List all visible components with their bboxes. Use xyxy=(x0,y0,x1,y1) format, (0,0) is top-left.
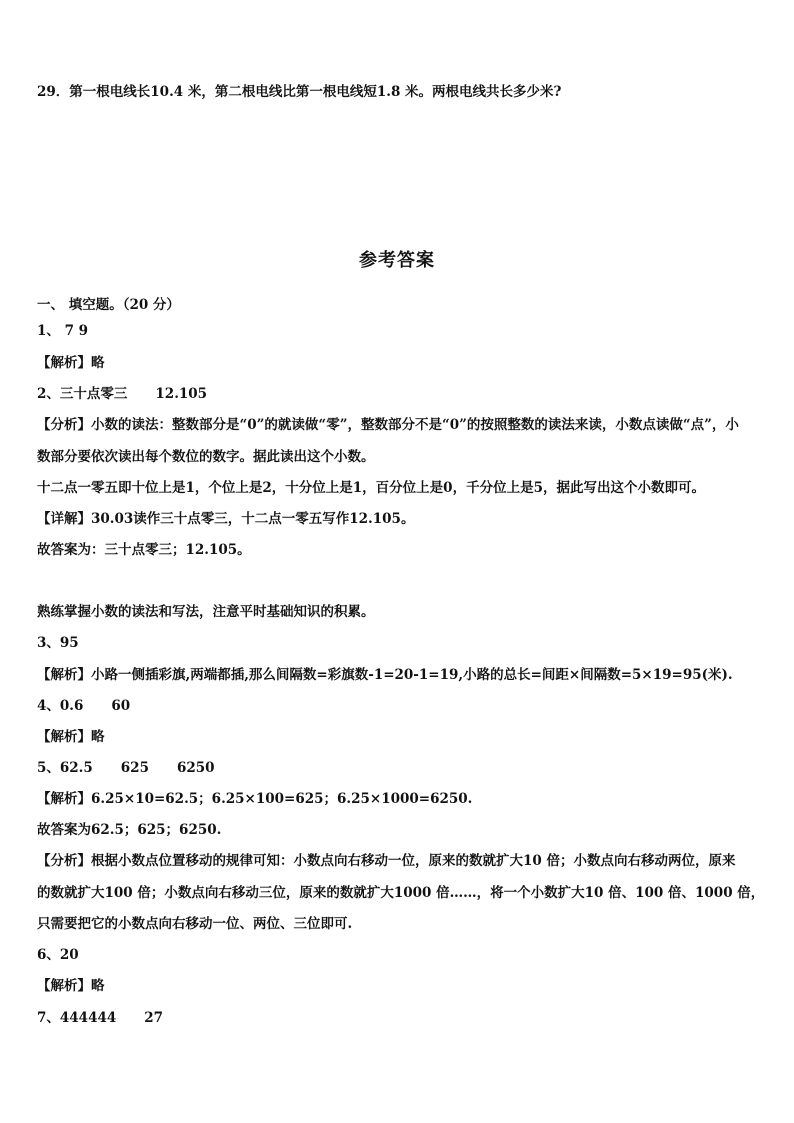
section-heading: 一、 填空题。（20 分） xyxy=(37,297,180,313)
answer-2-analysis-1: 【分析】小数的读法：整数部分是“0”的就读做“零”，整数部分不是“0”的按照整数的读法来读，小数点读做“点”，小 xyxy=(37,417,739,433)
answer-5-analysis-2: 的数就扩大100 倍；小数点向右移动三位，原来的数就扩大1000 倍……，将一个小数扩大10 倍、100 倍、1000 倍， xyxy=(37,885,765,901)
answer-2-analysis-2: 数部分要依次读出每个数位的数字。据此读出这个小数。 xyxy=(37,449,375,465)
answer-7-head: 7、444444 xyxy=(37,1010,117,1026)
question-29: 29．第一根电线长10.4 米，第二根电线比第一根电线短1.8 米。两根电线共长多少米? xyxy=(37,84,562,100)
answer-5-head: 5、62.5 xyxy=(37,760,93,776)
answer-2-analysis-3: 十二点一零五即十位上是1，个位上是2，十分位上是1，百分位上是0，千分位上是5，据此写出这个小数即可。 xyxy=(37,480,705,496)
answer-5-result: 故答案为62.5；625；6250. xyxy=(37,822,222,838)
answer-4 xyxy=(37,697,754,715)
answer-1-note: 【解析】略 xyxy=(37,355,105,371)
answer-title: 参考答案 xyxy=(359,250,435,271)
answer-2-detail: 【详解】30.03读作三十点零三，十二点一零五写作12.105。 xyxy=(37,511,415,527)
answer-5-analysis-1: 【分析】根据小数点位置移动的规律可知：小数点向右移动一位，原来的数就扩大10 倍；小数点向右移动两位，原来 xyxy=(37,853,736,869)
answer-7 xyxy=(37,1009,754,1027)
answer-2 xyxy=(37,385,754,403)
answer-2-head: 2、三十点零三 xyxy=(37,386,128,402)
answer-4-head: 4、0.6 xyxy=(37,698,84,714)
answer-5 xyxy=(37,759,754,777)
answer-2-tip: 熟练掌握小数的读法和写法，注意平时基础知识的积累。 xyxy=(37,604,375,620)
answer-5-note: 【解析】6.25×10=62.5；6.25×100=625；6.25×1000=6250. xyxy=(37,791,473,807)
answer-7-value: 27 xyxy=(144,1010,164,1026)
answer-6-note: 【解析】略 xyxy=(37,978,105,994)
answer-3-note: 【解析】小路一侧插彩旗,两端都插,那么间隔数=彩旗数-1=20-1=19,小路的总长=间距×间隔数=5×19=95(米). xyxy=(37,667,733,683)
answer-1: 1、 7 9 xyxy=(37,323,89,339)
answer-6: 6、20 xyxy=(37,947,79,963)
answer-5-analysis-3: 只需要把它的小数点向右移动一位、两位、三位即可. xyxy=(37,916,353,932)
answer-3: 3、95 xyxy=(37,635,79,651)
answer-4-note: 【解析】略 xyxy=(37,729,105,745)
answer-5-value-2: 625 xyxy=(120,760,149,776)
answer-5-value-3: 6250 xyxy=(176,760,215,776)
answer-2-value: 12.105 xyxy=(155,386,208,402)
answer-4-value: 60 xyxy=(111,698,131,714)
answer-2-result: 故答案为：三十点零三；12.105。 xyxy=(37,542,251,558)
